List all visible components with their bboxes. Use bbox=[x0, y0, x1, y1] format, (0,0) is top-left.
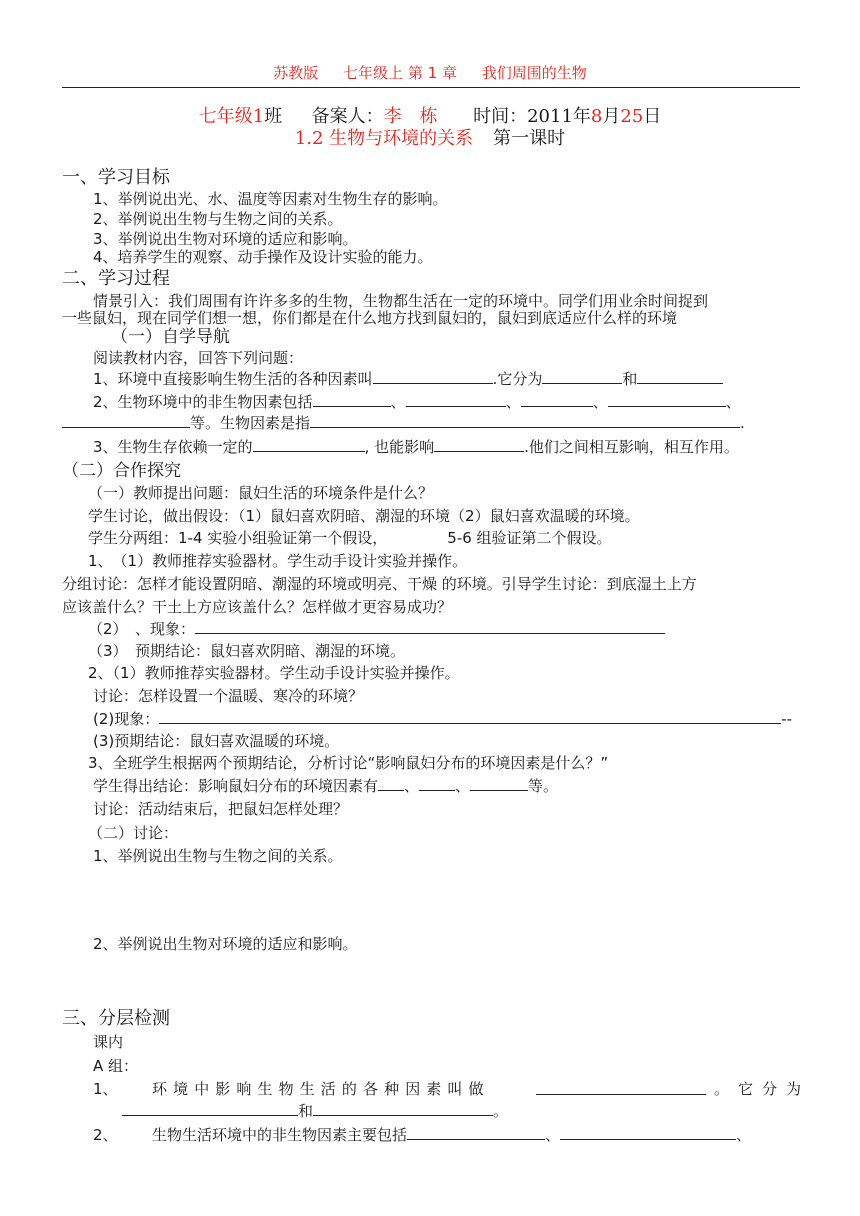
lesson-period: 第一课时 bbox=[493, 128, 566, 149]
discussion-line-1: 分组讨论：怎样才能设置阴暗、潮湿的环境或明亮、干燥 的环境。引导学生讨论：到底湿土上方 bbox=[62, 575, 697, 593]
section-heading-objectives: 一、学习目标 bbox=[62, 167, 170, 188]
and-text: 和 bbox=[298, 1102, 314, 1120]
q3-text-c: .他们之间相互影响，相互作用。 bbox=[524, 438, 739, 456]
subheading-discussion: （二）讨论： bbox=[88, 824, 179, 842]
test-q2 bbox=[152, 1124, 751, 1145]
question-2 bbox=[93, 391, 741, 412]
dash-end: -- bbox=[781, 710, 793, 728]
period: 。 bbox=[493, 1102, 509, 1120]
blank-field[interactable] bbox=[406, 392, 506, 407]
intro-line-1: 情景引入：我们周围有许许多多的生物，生物都生活在一定的环境中。同学们用业余时间捉到 bbox=[93, 292, 709, 310]
step-2: 2、（1）教师推荐实验器材。学生动手设计实验并操作。 bbox=[88, 664, 460, 682]
sep-end: 、 bbox=[736, 1126, 752, 1144]
day: 25 bbox=[620, 106, 644, 127]
blank-field[interactable] bbox=[195, 619, 665, 634]
discussion-item-2: 2、举例说出生物对环境的适应和影响。 bbox=[93, 935, 358, 953]
objective-item: 2、举例说出生物与生物之间的关系。 bbox=[93, 210, 343, 228]
discussion-2: 讨论：怎样设置一个温暖、寒冷的环境？ bbox=[93, 687, 364, 705]
blank-field[interactable] bbox=[378, 776, 404, 791]
subheading-cooperative: （二）合作探究 bbox=[62, 461, 181, 481]
month: 8 bbox=[590, 106, 603, 127]
title-grade: 七年级 bbox=[198, 106, 253, 127]
group-b: 5-6 组验证第二个假设。 bbox=[447, 529, 612, 547]
subheading-self-study: （一）自学导航 bbox=[111, 327, 230, 347]
blank-field[interactable] bbox=[310, 413, 740, 428]
title-class-num: 1 bbox=[252, 106, 265, 127]
running-header bbox=[0, 62, 860, 83]
q2-sep: 、 bbox=[592, 393, 608, 411]
discussion-item-1: 1、举例说出生物与生物之间的关系。 bbox=[93, 847, 343, 865]
conclusion-end: 等。 bbox=[528, 777, 559, 795]
test-q1-text: 环境中影响生物生活的各种因素叫做 bbox=[152, 1080, 490, 1098]
objective-item: 3、举例说出生物对环境的适应和影响。 bbox=[93, 230, 358, 248]
conclusion-2: (3)预期结论：鼠妇喜欢温暖的环境。 bbox=[93, 732, 340, 750]
conclusion-text: 学生得出结论：影响鼠妇分布的环境因素有 bbox=[93, 777, 379, 795]
chapter-num: 1 bbox=[427, 64, 438, 82]
time-label: 时间： bbox=[473, 106, 528, 127]
preparer-label: 备案人： bbox=[311, 106, 384, 127]
question-2-cont bbox=[62, 412, 745, 433]
q3-text-b: , 也能影响 bbox=[364, 438, 435, 456]
teacher-question: （一）教师提出问题：鼠妇生活的环境条件是什么？ bbox=[88, 484, 434, 502]
group-division bbox=[88, 527, 612, 548]
discussion-line-2: 应该盖什么？干土上方应该盖什么？怎样做才更容易成功？ bbox=[62, 598, 453, 616]
question-3 bbox=[93, 436, 739, 457]
year: 2011 bbox=[527, 106, 573, 127]
blank-field[interactable] bbox=[62, 413, 190, 428]
conclusion-1: （3） 预期结论：鼠妇喜欢阴暗、潮湿的环境。 bbox=[88, 642, 406, 660]
q2-sep: 、 bbox=[505, 393, 521, 411]
blank-field[interactable] bbox=[313, 392, 391, 407]
test-q2-text: 生物生活环境中的非生物因素主要包括 bbox=[152, 1126, 408, 1144]
step-1: 1、 （1）教师推荐实验器材。学生动手设计实验并操作。 bbox=[88, 552, 468, 570]
blank-field[interactable] bbox=[560, 1125, 736, 1140]
section-heading-process: 二、学习过程 bbox=[62, 268, 170, 289]
test-q2-num: 2、 bbox=[93, 1126, 118, 1144]
chapter-pre: 第 bbox=[407, 64, 423, 82]
q3-text: 3、生物生存依赖一定的 bbox=[93, 438, 253, 456]
lesson-title bbox=[0, 124, 860, 150]
blank-field[interactable] bbox=[419, 776, 455, 791]
blank-field[interactable] bbox=[122, 1101, 298, 1116]
blank-field[interactable] bbox=[159, 709, 781, 724]
chapter-title: 我们周围的生物 bbox=[481, 64, 587, 82]
phenomenon-label: （2） 、现象： bbox=[88, 620, 196, 638]
phenomenon-1 bbox=[88, 618, 665, 639]
handling-discussion: 讨论：活动结束后，把鼠妇怎样处理？ bbox=[93, 800, 349, 818]
blank-field[interactable] bbox=[434, 437, 524, 452]
phenomenon-2 bbox=[93, 708, 792, 729]
group-a: 学生分两组：1-4 实验小组验证第一个假设， bbox=[88, 529, 388, 547]
grade: 七年级上 bbox=[343, 64, 404, 82]
blank-field[interactable] bbox=[253, 437, 365, 452]
test-q1-cont bbox=[122, 1100, 508, 1121]
q1-text: 1、环境中直接影响生物生活的各种因素叫 bbox=[93, 370, 373, 388]
header-divider bbox=[62, 87, 800, 88]
q2-end: . bbox=[740, 414, 745, 432]
group-a-label: A 组： bbox=[93, 1057, 139, 1075]
hypothesis: 学生讨论，做出假设：（1）鼠妇喜欢阴暗、潮湿的环境（2）鼠妇喜欢温暖的环境。 bbox=[88, 507, 640, 525]
q1-text-b: .它分为 bbox=[492, 370, 543, 388]
section-heading-test: 三、分层检测 bbox=[62, 1008, 170, 1029]
reading-instruction: 阅读教材内容，回答下列问题： bbox=[93, 349, 304, 367]
blank-field[interactable] bbox=[407, 1125, 545, 1140]
edition: 苏教版 bbox=[273, 64, 319, 82]
blank-field[interactable] bbox=[536, 1094, 706, 1095]
blank-field[interactable] bbox=[470, 776, 528, 791]
q2-text-b: 等。生物因素是指 bbox=[190, 414, 311, 432]
in-class-label: 课内 bbox=[93, 1033, 124, 1051]
day-label: 日 bbox=[643, 106, 662, 127]
blank-field[interactable] bbox=[313, 1101, 493, 1116]
year-label: 年 bbox=[572, 106, 591, 127]
blank-field[interactable] bbox=[542, 369, 622, 384]
blank-field[interactable] bbox=[637, 369, 723, 384]
sep: 、 bbox=[404, 777, 420, 795]
preparer-name: 李 栋 bbox=[383, 106, 438, 127]
student-conclusion bbox=[93, 775, 558, 796]
objective-item: 1、举例说出光、水、温度等因素对生物生存的影响。 bbox=[93, 190, 448, 208]
sep: 、 bbox=[455, 777, 471, 795]
step-3: 3、全班学生根据两个预期结论，分析讨论“影响鼠妇分布的环境因素是什么？” bbox=[88, 754, 609, 772]
title-class-label: 班 bbox=[264, 106, 283, 127]
blank-field[interactable] bbox=[608, 392, 726, 407]
phenomenon-label-2: (2)现象： bbox=[93, 710, 160, 728]
q2-sep: 、 bbox=[725, 393, 741, 411]
q2-text: 2、生物环境中的非生物因素包括 bbox=[93, 393, 313, 411]
month-label: 月 bbox=[602, 106, 621, 127]
q2-sep: 、 bbox=[390, 393, 406, 411]
lesson-name: 1.2 生物与环境的关系 bbox=[294, 128, 474, 149]
blank-field[interactable] bbox=[521, 392, 593, 407]
sep: 、 bbox=[545, 1126, 561, 1144]
test-q1-tail: 。它分为 bbox=[714, 1080, 811, 1098]
intro-line-2: 一些鼠妇，现在同学们想一想，你们都是在什么地方找到鼠妇的，鼠妇到底适应什么样的环境 bbox=[62, 309, 678, 327]
test-q1-num: 1、 bbox=[93, 1080, 118, 1098]
q1-text-c: 和 bbox=[622, 370, 638, 388]
blank-field[interactable] bbox=[373, 369, 493, 384]
question-1 bbox=[93, 368, 723, 389]
objective-item: 4、培养学生的观察、动手操作及设计实验的能力。 bbox=[93, 248, 433, 266]
chapter-post: 章 bbox=[441, 64, 457, 82]
